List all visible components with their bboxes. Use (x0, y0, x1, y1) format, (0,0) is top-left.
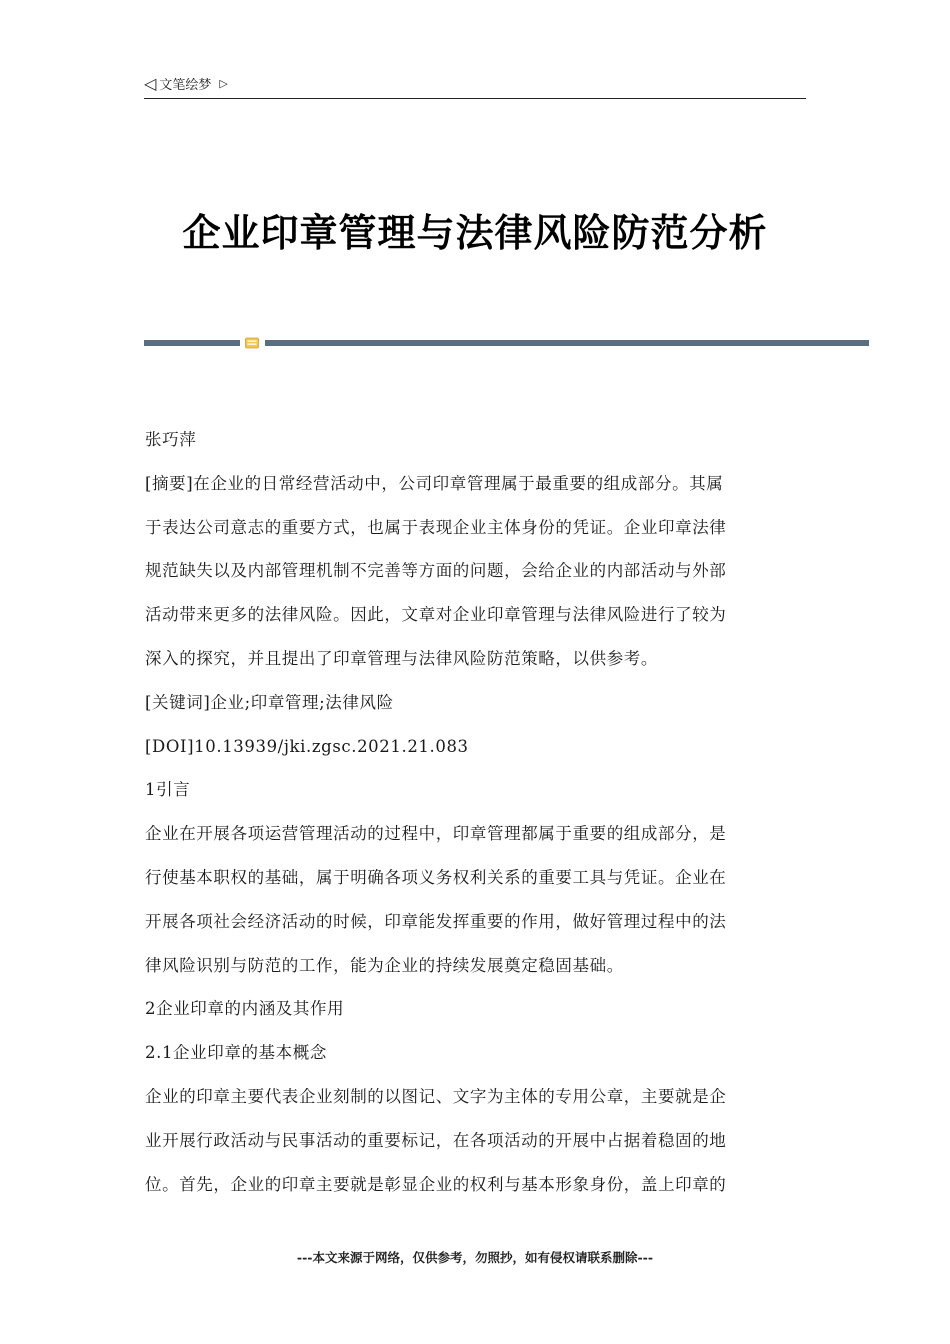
paragraph-line: 业开展行政活动与民事活动的重要标记，在各项活动的开展中占据着稳固的地 (145, 1130, 727, 1150)
paragraph-line: 企业在开展各项运营管理活动的过程中，印章管理都属于重要的组成部分，是 (145, 824, 727, 844)
abstract-line: 于表达公司意志的重要方式，也属于表现企业主体身份的凭证。企业印章法律 (145, 517, 727, 537)
paragraph-line: 律风险识别与防范的工作，能为企业的持续发展奠定稳固基础。 (145, 955, 624, 975)
triangle-right-icon: ▷ (219, 77, 228, 90)
paragraph-line: 行使基本职权的基础，属于明确各项义务权利关系的重要工具与凭证。企业在 (145, 867, 727, 887)
paragraph-line: 位。首先，企业的印章主要就是彰显企业的权利与基本形象身份，盖上印章的 (145, 1174, 727, 1194)
abstract-line: 活动带来更多的法律风险。因此，文章对企业印章管理与法律风险进行了较为 (145, 605, 727, 625)
author: 张巧萍 (145, 430, 197, 449)
subsection-heading: 2.1企业印章的基本概念 (145, 1043, 327, 1063)
document-title: 企业印章管理与法律风险防范分析 (182, 210, 768, 255)
paragraph-line: 开展各项社会经济活动的时候，印章能发挥重要的作用，做好管理过程中的法 (145, 911, 727, 931)
divider-bar-left (144, 340, 240, 346)
brand-name: 文笔绘梦 (159, 78, 212, 93)
triangle-left-icon: ◁ (144, 73, 157, 93)
footer-disclaimer: ---本文来源于网络，仅供参考，勿照抄，如有侵权请联系删除--- (296, 1250, 654, 1265)
article-body (145, 418, 805, 1206)
abstract-line: [摘要]在企业的日常经营活动中，公司印章管理属于最重要的组成部分。其属 (145, 473, 724, 493)
doi: [DOI]10.13939/jki.zgsc.2021.21.083 (145, 736, 469, 756)
section-heading: 2企业印章的内涵及其作用 (145, 999, 345, 1019)
paragraph-line: 企业的印章主要代表企业刻制的以图记、文字为主体的专用公章，主要就是企 (145, 1086, 727, 1106)
abstract-line: 深入的探究，并且提出了印章管理与法律风险防范策略，以供参考。 (145, 648, 658, 668)
brand (144, 74, 228, 93)
title-divider (144, 337, 869, 349)
folder-icon (245, 337, 259, 349)
page-header (144, 74, 806, 99)
divider-bar-right (265, 340, 869, 346)
section-heading: 1引言 (145, 780, 191, 800)
abstract-line: 规范缺失以及内部管理机制不完善等方面的问题，会给企业的内部活动与外部 (145, 561, 727, 581)
keywords: [关键词]企业;印章管理;法律风险 (145, 692, 394, 712)
